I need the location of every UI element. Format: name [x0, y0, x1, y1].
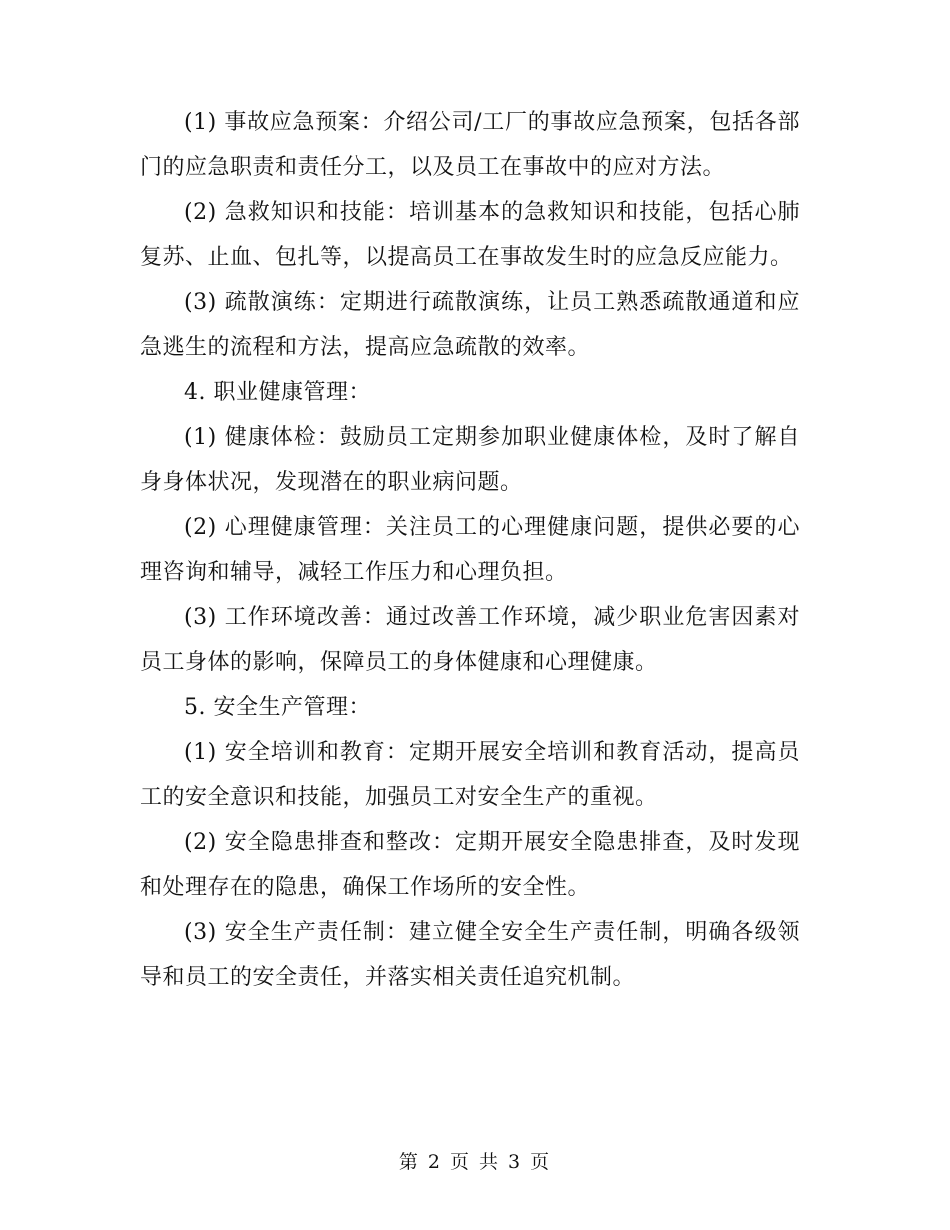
section-heading-occupational-health: 4. 职业健康管理： — [184, 380, 371, 405]
section-heading-production-safety: 5. 安全生产管理： — [184, 695, 371, 720]
page-number-footer: 第 2 页 共 3 页 — [398, 1151, 552, 1173]
paragraph-health-checkup: (1) 健康体检：鼓励员工定期参加职业健康体检，及时了解自身身体状况，发现潜在的职业病问题。 — [140, 425, 800, 495]
document-body — [140, 100, 800, 1000]
paragraph-work-environment: (3) 工作环境改善：通过改善工作环境，减少职业危害因素对员工身体的影响，保障员工的身体健康和心理健康。 — [140, 605, 800, 675]
paragraph-mental-health: (2) 心理健康管理：关注员工的心理健康问题，提供必要的心理咨询和辅导，减轻工作压力和心理负担。 — [140, 515, 800, 585]
paragraph-first-aid: (2) 急救知识和技能：培训基本的急救知识和技能，包括心肺复苏、止血、包扎等，以提高员工在事故发生时的应急反应能力。 — [140, 200, 800, 270]
paragraph-hazard-inspection: (2) 安全隐患排查和整改：定期开展安全隐患排查，及时发现和处理存在的隐患，确保工作场所的安全性。 — [140, 830, 800, 900]
paragraph-evacuation-drill: (3) 疏散演练：定期进行疏散演练，让员工熟悉疏散通道和应急逃生的流程和方法，提高应急疏散的效率。 — [140, 290, 800, 360]
paragraph-responsibility-system: (3) 安全生产责任制：建立健全安全生产责任制，明确各级领导和员工的安全责任，并落实相关责任追究机制。 — [140, 920, 800, 990]
paragraph-emergency-plan: (1) 事故应急预案：介绍公司/工厂的事故应急预案，包括各部门的应急职责和责任分工，以及员工在事故中的应对方法。 — [140, 110, 800, 180]
paragraph-safety-training: (1) 安全培训和教育：定期开展安全培训和教育活动，提高员工的安全意识和技能，加强员工对安全生产的重视。 — [140, 740, 800, 810]
